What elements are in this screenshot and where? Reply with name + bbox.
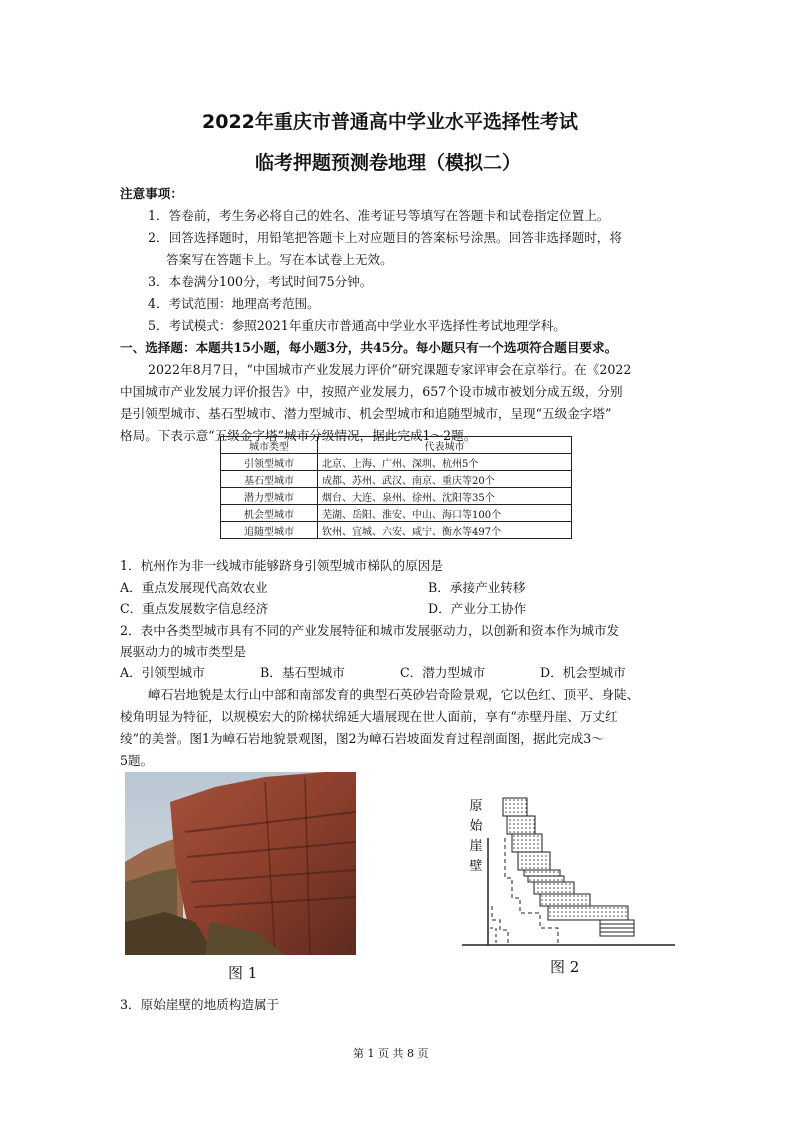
table-cell: 引领型城市 (221, 454, 318, 471)
table-row (221, 505, 572, 522)
table-row (221, 454, 572, 471)
table-cell: 追随型城市 (221, 522, 318, 539)
passage-line: 5题。 (120, 753, 154, 768)
q1-option-b: B．承接产业转移 (428, 580, 526, 595)
page-footer: 第 1 页 共 8 页 (353, 1047, 429, 1060)
rock-landscape-photo (125, 772, 356, 955)
notice-item: 答案写在答题卡上。写在本试卷上无效。 (166, 252, 393, 267)
table-cell: 基石型城市 (221, 471, 318, 488)
table-cell: 北京、上海、广州、深圳、杭州5个 (318, 454, 572, 471)
q2-option-c: C．潜力型城市 (400, 665, 486, 680)
table-row (221, 471, 572, 488)
intro-line: 格局。下表示意“五级金字塔”城市分级情况，据此完成1～2题。 (120, 428, 477, 443)
table-header-row (221, 437, 572, 454)
notice-item: 1．答卷前，考生务必将自己的姓名、准考证号等填写在答题卡和试卷指定位置上。 (148, 208, 610, 223)
intro-line: 2022年8月7日，“中国城市产业发展力评价”研究课题专家评审会在京举行。在《2022 (148, 362, 632, 377)
fig2-label-char: 崖 (469, 839, 483, 854)
table-cell: 机会型城市 (221, 505, 318, 522)
table-row (221, 522, 572, 539)
q1-option-c: C．重点发展数字信息经济 (120, 601, 269, 616)
table-cell: 烟台、大连、泉州、徐州、沈阳等35个 (318, 488, 572, 505)
table-cell: 成都、苏州、武汉、南京、重庆等20个 (318, 471, 572, 488)
question-2-stem: 2．表中各类型城市具有不同的产业发展特征和城市发展驱动力，以创新和资本作为城市发 (120, 623, 620, 638)
passage-line: 绫”的美誉。图1为嶂石岩地貌景观图，图2为嶂石岩坡面发育过程剖面图，据此完成3～ (120, 731, 604, 746)
fig2-label-char: 始 (469, 819, 483, 834)
intro-line: 是引领型城市、基石型城市、潜力型城市、机会型城市和追随型城市，呈现“五级金字塔” (120, 406, 612, 421)
figure-2-caption: 图 2 (550, 958, 580, 976)
passage-line: 嶂石岩地貌是太行山中部和南部发育的典型石英砂岩奇险景观，它以色红、顶平、身陡、 (148, 687, 640, 702)
fig2-label-char: 壁 (469, 859, 483, 874)
table-header: 城市类型 (221, 437, 318, 454)
q1-option-d: D．产业分工协作 (428, 601, 527, 616)
slope-profile-diagram (460, 778, 680, 953)
fig2-label-char: 原 (469, 799, 483, 814)
notice-item: 5．考试模式：参照2021年重庆市普通高中学业水平选择性考试地理学科。 (148, 318, 566, 333)
q2-option-d: D．机会型城市 (540, 665, 626, 680)
table-cell: 潜力型城市 (221, 488, 318, 505)
section-heading: 一、选择题：本题共15小题，每小题3分，共45分。每小题只有一个选项符合题目要求。 (120, 340, 618, 355)
notice-heading: 注意事项： (120, 186, 183, 201)
q2-option-b: B．基石型城市 (260, 665, 345, 680)
notice-item: 3．本卷满分100分，考试时间75分钟。 (148, 274, 373, 289)
table-header: 代表城市 (318, 437, 572, 454)
table-cell: 芜湖、岳阳、淮安、中山、海口等100个 (318, 505, 572, 522)
question-3-stem: 3．原始崖壁的地质构造属于 (120, 997, 280, 1012)
question-2-stem: 展驱动力的城市类型是 (120, 644, 246, 659)
table-row (221, 488, 572, 505)
q2-option-a: A．引领型城市 (120, 665, 205, 680)
question-1-stem: 1．杭州作为非一线城市能够跻身引领型城市梯队的原因是 (120, 558, 443, 573)
figure-1-caption: 图 1 (228, 964, 258, 982)
notice-item: 2．回答选择题时，用铅笔把答题卡上对应题目的答案标号涂黑。回答非选择题时，将 (148, 230, 622, 245)
q1-option-a: A．重点发展现代高效农业 (120, 580, 268, 595)
table-cell: 钦州、宜城、六安、咸宁、衡水等497个 (318, 522, 572, 539)
exam-title: 2022年重庆市普通高中学业水平选择性考试 (202, 111, 578, 133)
city-table (220, 436, 572, 539)
notice-item: 4．考试范围：地理高考范围。 (148, 296, 320, 311)
exam-subtitle: 临考押题预测卷地理（模拟二） (255, 152, 522, 174)
passage-line: 棱角明显为特征，以规模宏大的阶梯状绵延大墙展现在世人面前，享有“赤壁丹崖、万丈红 (120, 709, 618, 724)
intro-line: 中国城市产业发展力评价报告》中，按照产业发展力，657个设市城市被划分成五级，分别 (120, 384, 623, 399)
